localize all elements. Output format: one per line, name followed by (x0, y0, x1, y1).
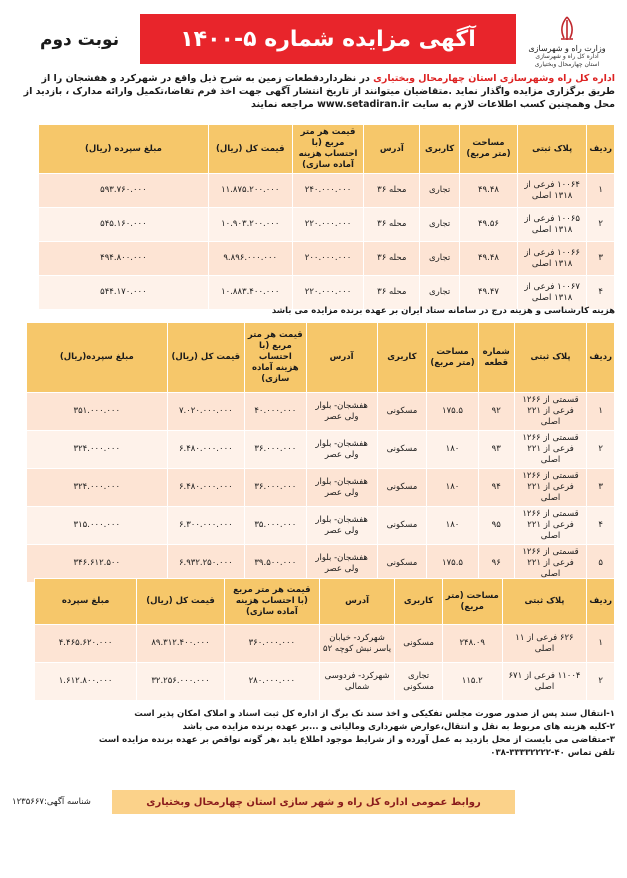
cell: ۱۰۰۶۶ فرعی از ۱۳۱۸ اصلی (517, 242, 587, 276)
cell: محله ۳۶ (364, 208, 420, 242)
cell: ۷.۰۲۰.۰۰۰.۰۰۰ (167, 393, 244, 431)
cell: قسمتی از ۱۲۶۶ فرعی از ۲۲۱ اصلی (514, 507, 587, 545)
cell: ۶.۹۳۲.۲۵۰.۰۰۰ (167, 545, 244, 583)
cell: هفشجان- بلوار ولی عصر (306, 469, 377, 507)
cell: ۲ (587, 431, 615, 469)
cell: هفشجان- بلوار ولی عصر (306, 545, 377, 583)
cell: ۳۶.۰۰۰.۰۰۰ (245, 431, 307, 469)
cell: قسمتی از ۱۲۶۶ فرعی از ۲۲۱ اصلی (514, 431, 587, 469)
cell: ۱۸۰ (427, 507, 479, 545)
cell: ۴۰.۰۰۰.۰۰۰ (245, 393, 307, 431)
cell: ۴۹.۵۶ (460, 208, 518, 242)
intro-text-2: مراجعه نمایند (251, 99, 318, 110)
cell: ۴.۴۶۵.۶۲۰.۰۰۰ (35, 625, 137, 663)
conditions-list (14, 708, 615, 760)
table-row (27, 469, 615, 507)
table-row (27, 431, 615, 469)
cell: ۳۲۴.۰۰۰.۰۰۰ (27, 431, 168, 469)
header-cell: مبلغ سپرده(ریال) (27, 323, 168, 393)
cell: ۲۸۰.۰۰۰.۰۰۰ (224, 663, 319, 701)
iran-emblem-icon (552, 14, 582, 44)
cell: ۲۰۰.۰۰۰.۰۰۰ (292, 242, 364, 276)
cell: ۳ (587, 242, 615, 276)
cell: تجاری (420, 208, 460, 242)
cell: ۳۵۱.۰۰۰.۰۰۰ (27, 393, 168, 431)
ministry-emblem-block (517, 14, 617, 69)
footer (12, 790, 615, 818)
table-row (27, 545, 615, 583)
cell: ۶۲۶ فرعی از ۱۱ اصلی (502, 625, 587, 663)
cell: ۴۹.۴۷ (460, 276, 518, 310)
cell: ۲ (587, 208, 615, 242)
table-header-row (35, 579, 615, 625)
cell: ۳ (587, 469, 615, 507)
cell: ۴۹.۴۸ (460, 174, 518, 208)
cell: ۱۰۰۶۷ فرعی از ۱۳۱۸ اصلی (517, 276, 587, 310)
table-row (27, 393, 615, 431)
header-cell: مبلغ سپرده (ریال) (39, 125, 209, 174)
condition-item: ۳-متقاضی می بایست از محل بازدید به عمل آورده و از شرایط موجود اطلاع یابد ،هر گونه نواقص بر عهده برنده مزایده است (98, 735, 615, 745)
header-cell: پلاک ثبتی (517, 125, 587, 174)
cell: ۹۶ (478, 545, 514, 583)
table-row (27, 507, 615, 545)
cell: ۱۰۰۶۵ فرعی از ۱۳۱۸ اصلی (517, 208, 587, 242)
cell: ۱ (587, 625, 615, 663)
notice-title: آگهی مزایده شماره ۵-۱۴۰۰ (140, 14, 516, 64)
table-row (39, 276, 615, 310)
cell: تجاری مسکونی (395, 663, 443, 701)
cell: مسکونی (377, 431, 427, 469)
cell: مسکونی (377, 545, 427, 583)
cell: ۶.۳۰۰.۰۰۰.۰۰۰ (167, 507, 244, 545)
cell: ۹.۸۹۶.۰۰۰.۰۰۰ (208, 242, 292, 276)
cell: ۱۷۵.۵ (427, 545, 479, 583)
cell: ۴۹.۴۸ (460, 242, 518, 276)
intro-org-name: اداره کل راه وشهرسازی استان چهارمحال وبختیاری (373, 73, 615, 84)
cell: ۳۲۴.۰۰۰.۰۰۰ (27, 469, 168, 507)
ad-id: شناسه آگهی:۱۲۳۵۶۶۷ (12, 797, 91, 807)
cell: ۴ (587, 276, 615, 310)
cell: ۳۴۶.۶۱۲.۵۰۰ (27, 545, 168, 583)
cell: ۵۴۵.۱۶۰.۰۰۰ (39, 208, 209, 242)
cell: ۴ (587, 507, 615, 545)
cell: تجاری (420, 276, 460, 310)
org-line-2: استان چهارمحال وبختیاری (534, 61, 600, 68)
cell: مسکونی (395, 625, 443, 663)
cell: ۶.۴۸۰.۰۰۰.۰۰۰ (167, 431, 244, 469)
header-cell: مبلغ سپرده (35, 579, 137, 625)
header-cell: شماره قطعه (478, 323, 514, 393)
cell: مسکونی (377, 393, 427, 431)
cell: هفشجان- بلوار ولی عصر (306, 507, 377, 545)
cell: ۱۱۰۰۴ فرعی از ۶۷۱ اصلی (502, 663, 587, 701)
header-cell: قیمت هر متر مربع (با احتساب هزینه آماده سازی) (245, 323, 307, 393)
cell: ۲ (587, 663, 615, 701)
table-header-row (39, 125, 615, 174)
cell: ۲۲۰.۰۰۰.۰۰۰ (292, 276, 364, 310)
cell: هفشجان- بلوار ولی عصر (306, 431, 377, 469)
table-header-row (27, 323, 615, 393)
cell: مسکونی (377, 507, 427, 545)
cell: تجاری (420, 174, 460, 208)
cell: ۵۹۳.۷۶۰.۰۰۰ (39, 174, 209, 208)
cell: هفشجان- بلوار ولی عصر (306, 393, 377, 431)
cell: ۳۶.۰۰۰.۰۰۰ (245, 469, 307, 507)
cell: ۴۹۴.۸۰۰.۰۰۰ (39, 242, 209, 276)
ministry-name: وزارت راه و شهرسازی (528, 44, 606, 53)
cell: ۹۴ (478, 469, 514, 507)
fees-note: هزینه کارشناسی و هزینه درج در سامانه ستاد ایران بر عهده برنده مزایده می باشد (271, 306, 615, 316)
intro-paragraph (14, 72, 615, 111)
header-cell: پلاک ثبتی (514, 323, 587, 393)
cell: مسکونی (377, 469, 427, 507)
intro-text-1: در نظرداردقطعات زمین به شرح ذیل واقع در شهرکرد و هفشجان را از طریق برگزاری مزایده واگذار نماید .متقاضیان میتوانند از تاریخ انتشار آگهی جهت اخذ فرم تقاضا،تکمیل وارائه مدارک ، بازدید از محل وهمچنین کسب اطلاعات لازم به سایت (23, 73, 615, 110)
cell: ۲۴۰.۰۰۰.۰۰۰ (292, 174, 364, 208)
header-cell: قیمت کل (ریال) (167, 323, 244, 393)
cell: محله ۳۶ (364, 242, 420, 276)
cell: تجاری (420, 242, 460, 276)
cell: ۹۳ (478, 431, 514, 469)
table-row (39, 174, 615, 208)
setad-site-link[interactable]: www.setadiran.ir (317, 99, 409, 110)
header-cell: قیمت کل (ریال) (208, 125, 292, 174)
cell: قسمتی از ۱۲۶۶ فرعی از ۲۲۱ اصلی (514, 393, 587, 431)
header-cell: آدرس (364, 125, 420, 174)
cell: ۱۰۰۶۴ فرعی از ۱۳۱۸ اصلی (517, 174, 587, 208)
residential-lots-table (26, 322, 615, 583)
cell: شهرکرد- خیابان یاسر نبش کوچه ۵۲ (319, 625, 394, 663)
cell: ۱ (587, 393, 615, 431)
header-cell: آدرس (319, 579, 394, 625)
cell: ۵۴۴.۱۷۰.۰۰۰ (39, 276, 209, 310)
header-cell: آدرس (306, 323, 377, 393)
header-cell: مساحت (متر مربع) (442, 579, 502, 625)
org-line-1: اداره کل راه و شهرسازی (535, 53, 599, 60)
cell: ۲۲۰.۰۰۰.۰۰۰ (292, 208, 364, 242)
table-row (35, 625, 615, 663)
cell: قسمتی از ۱۲۶۶ فرعی از ۲۲۱ اصلی (514, 469, 587, 507)
header-cell: ردیف (587, 323, 615, 393)
cell: ۱ (587, 174, 615, 208)
cell: ۱۰.۸۸۳.۴۰۰.۰۰۰ (208, 276, 292, 310)
cell: محله ۳۶ (364, 174, 420, 208)
commercial-lots-table (38, 124, 615, 310)
cell: ۳۲.۲۵۶.۰۰۰.۰۰۰ (137, 663, 225, 701)
cell: ۱۸۰ (427, 431, 479, 469)
cell: ۵ (587, 545, 615, 583)
public-relations-banner: روابط عمومی اداره کل راه و شهر سازی استان چهارمحال وبختیاری (112, 790, 515, 814)
cell: ۹۵ (478, 507, 514, 545)
cell: محله ۳۶ (364, 276, 420, 310)
header-cell: ردیف (587, 125, 615, 174)
header-cell: قیمت کل (ریال) (137, 579, 225, 625)
table-row (35, 663, 615, 701)
cell: ۱.۶۱۲.۸۰۰.۰۰۰ (35, 663, 137, 701)
cell: ۶.۴۸۰.۰۰۰.۰۰۰ (167, 469, 244, 507)
header-cell: ردیف (587, 579, 615, 625)
header-cell: قیمت هر متر مربع (با احتساب هزینه آماده سازی) (224, 579, 319, 625)
contact-phone: تلفن تماس ۴۰-۳۳۳۳۲۲۲۲-۰۳۸ (490, 748, 615, 758)
cell: ۱۰.۹۰۳.۲۰۰.۰۰۰ (208, 208, 292, 242)
cell: ۳۵.۰۰۰.۰۰۰ (245, 507, 307, 545)
cell: ۱۱.۸۷۵.۲۰۰.۰۰۰ (208, 174, 292, 208)
header-cell: مساحت (متر مربع) (427, 323, 479, 393)
cell: ۳۶۰.۰۰۰.۰۰۰ (224, 625, 319, 663)
cell: قسمتی از ۱۲۶۶ فرعی از ۲۲۱ اصلی (514, 545, 587, 583)
header-cell: قیمت هر متر مربع (با احتساب هزینه آماده سازی) (292, 125, 364, 174)
cell: ۳۹.۵۰۰.۰۰۰ (245, 545, 307, 583)
round-label: نوبت دوم (40, 30, 120, 50)
header-cell: کاربری (395, 579, 443, 625)
shahrekord-lots-table (34, 578, 615, 701)
table-row (39, 242, 615, 276)
header-cell: کاربری (420, 125, 460, 174)
cell: ۸۹.۳۱۲.۴۰۰.۰۰۰ (137, 625, 225, 663)
cell: ۱۸۰ (427, 469, 479, 507)
condition-item: ۲-کلیه هزینه های مربوط به نقل و انتقال،عوارض شهرداری ومالیاتی و ...بر عهده برنده مزایده می باشد (182, 722, 615, 732)
header-cell: پلاک ثبتی (502, 579, 587, 625)
condition-item: ۱-انتقال سند پس از صدور صورت مجلس تفکیکی و اخذ سند تک برگ از اداره کل ثبت اسناد و املاک امکان پذیر است (134, 709, 615, 719)
table-row (39, 208, 615, 242)
cell: ۹۲ (478, 393, 514, 431)
cell: شهرکرد- فردوسی شمالی (319, 663, 394, 701)
header-cell: مساحت (متر مربع) (460, 125, 518, 174)
cell: ۱۱۵.۲ (442, 663, 502, 701)
cell: ۲۴۸.۰۹ (442, 625, 502, 663)
cell: ۳۱۵.۰۰۰.۰۰۰ (27, 507, 168, 545)
masthead (10, 14, 617, 70)
cell: ۱۷۵.۵ (427, 393, 479, 431)
header-cell: کاربری (377, 323, 427, 393)
